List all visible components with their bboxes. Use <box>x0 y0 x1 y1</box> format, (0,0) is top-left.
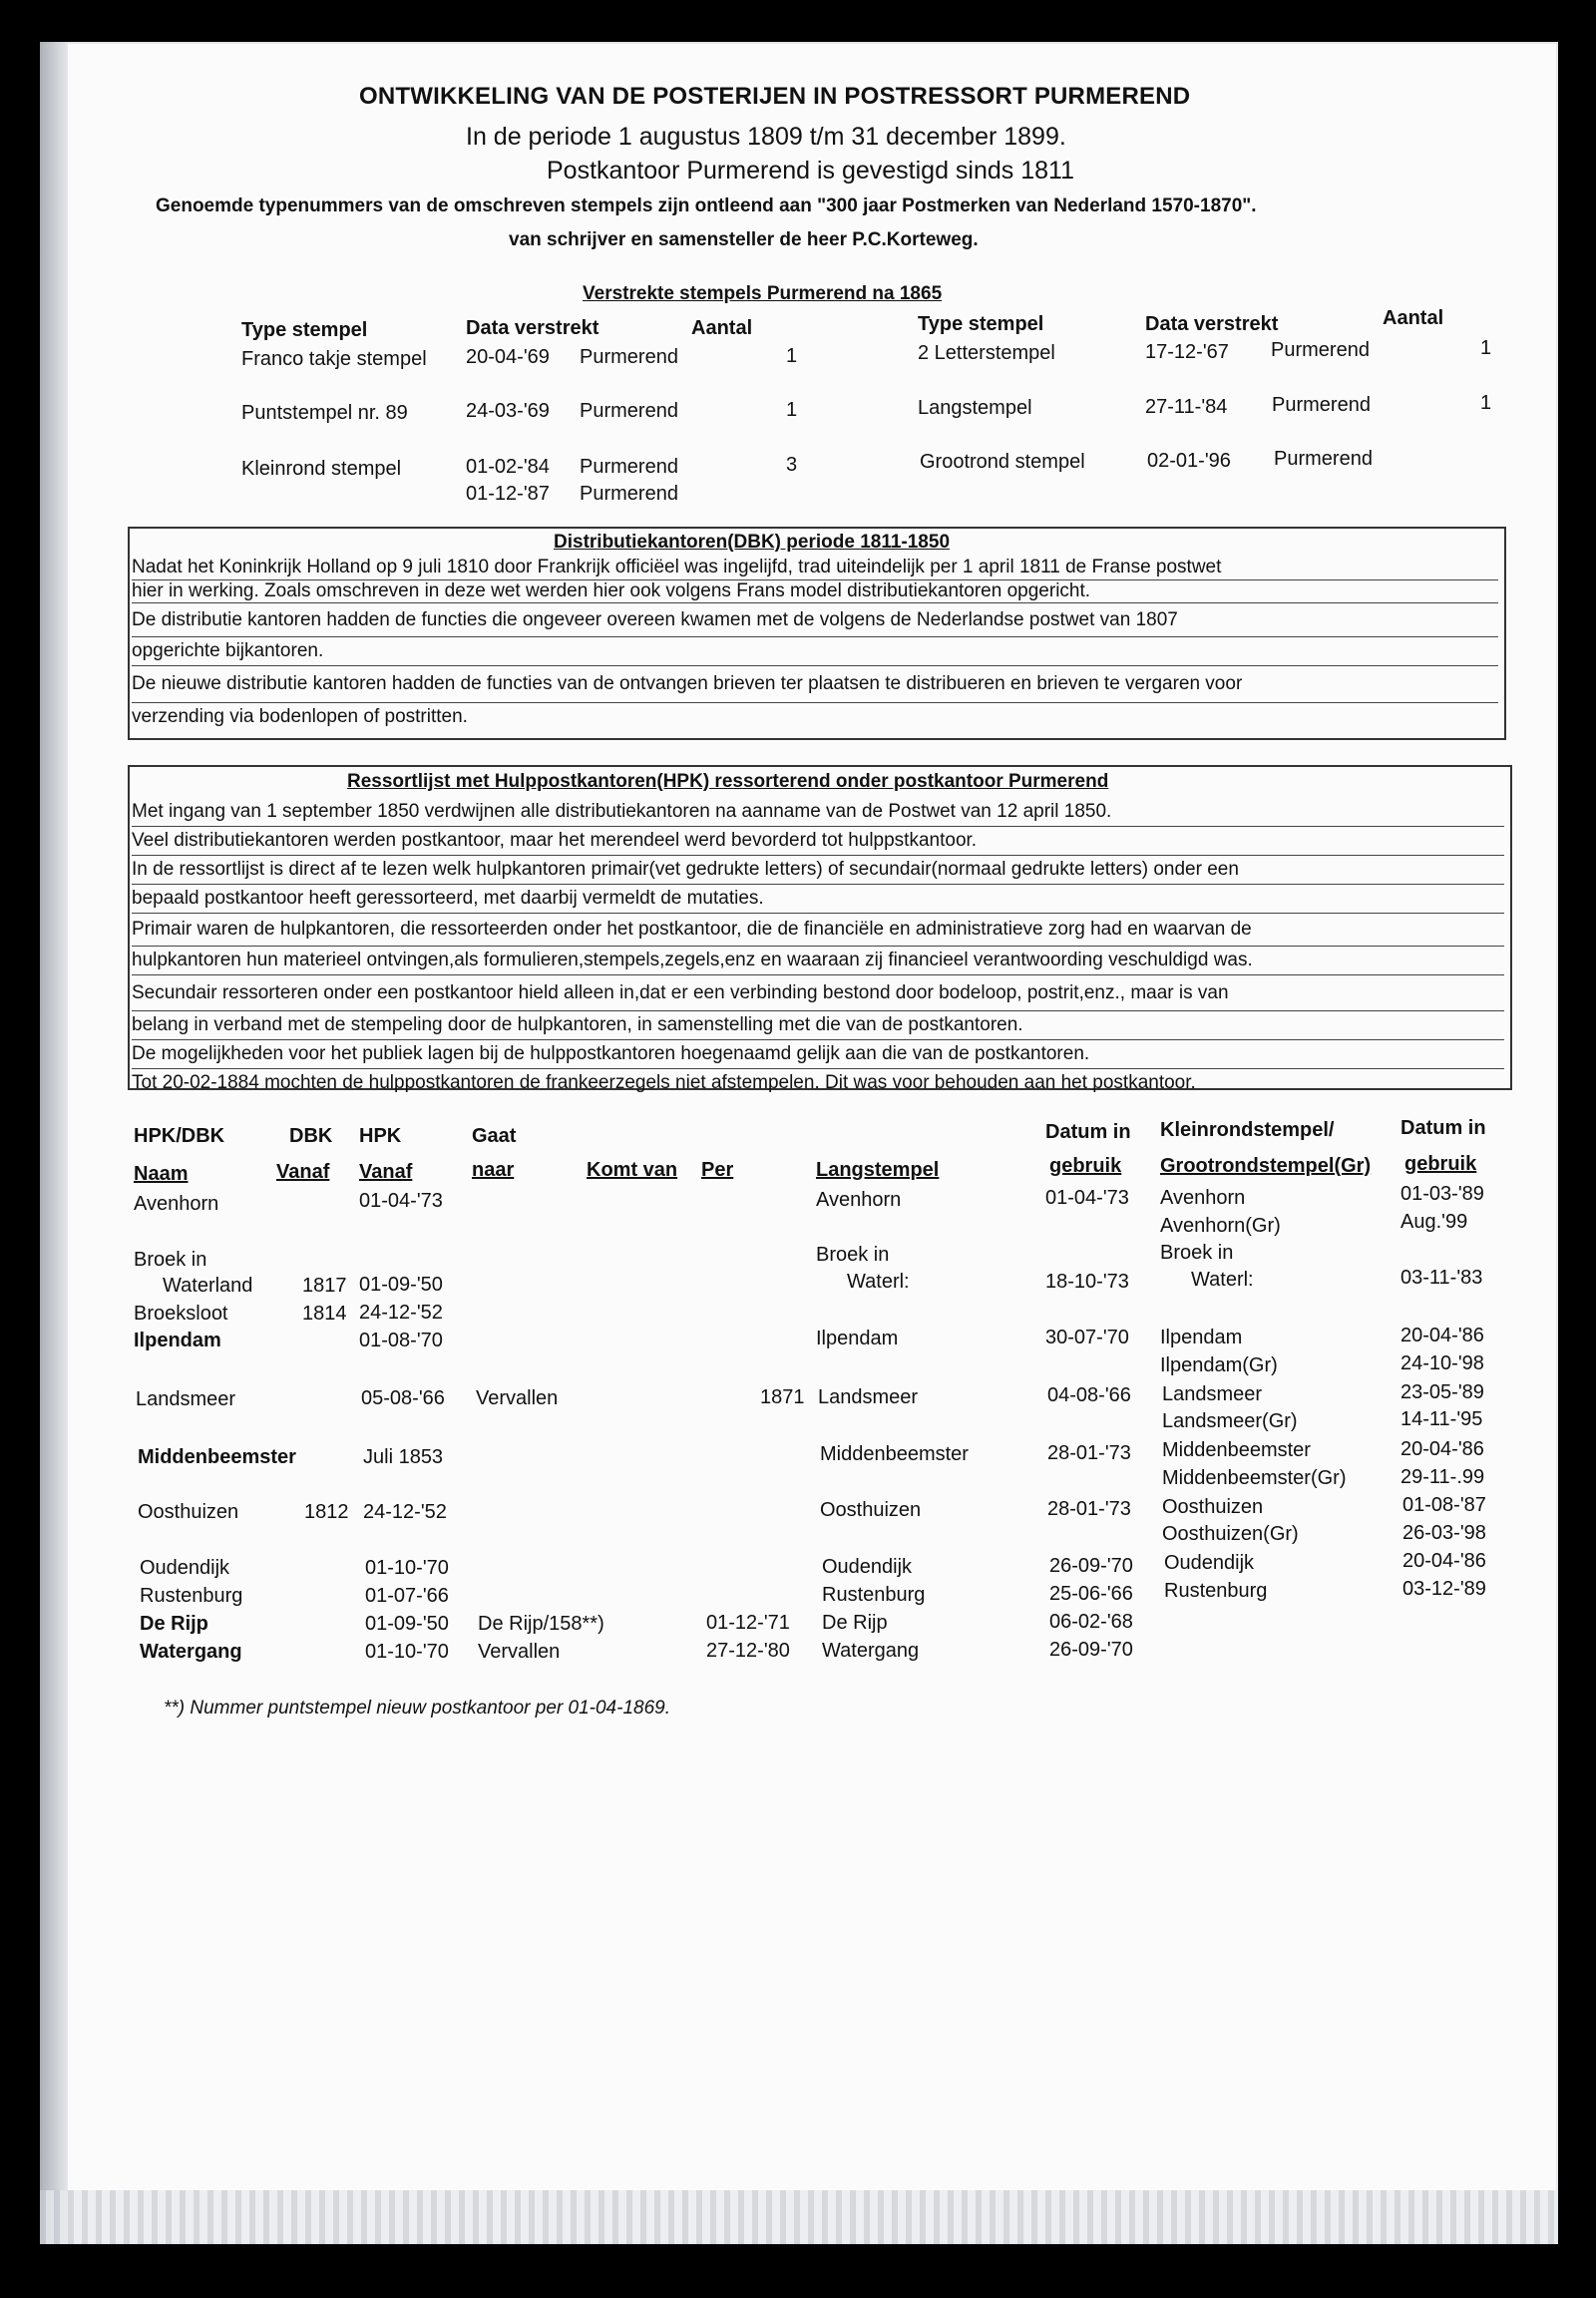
dbk-line: hier in werking. Zoals omschreven in deze wet werden hier ook volgens Frans model distributiekantoren opgericht. <box>132 580 1498 604</box>
th-gaat: Gaat <box>472 1125 517 1147</box>
stamp-date: 01-02-'84 <box>466 456 550 478</box>
cell-hpk: 01-09-'50 <box>365 1613 449 1635</box>
stamps-col-date-right: Data verstrekt <box>1145 313 1279 335</box>
cell-kdate: 01-03-'89 <box>1400 1183 1484 1205</box>
cell-ldate: 01-04-'73 <box>1045 1187 1129 1209</box>
stamps-col-count: Aantal <box>691 317 753 339</box>
hpk-line: hulpkantoren hun materieel ontvingen,als formulieren,stempels,zegels,enz en waaraan zij financieel verantwoording veschuldigd was. <box>132 947 1504 975</box>
hpk-line: belang in verband met de stempeling door de hulpkantoren, in samenstelling met die van de postkantoren. <box>132 1011 1504 1040</box>
cell-gdate: Aug.'99 <box>1400 1211 1468 1233</box>
hpk-line: Met ingang van 1 september 1850 verdwijnen alle distributiekantoren na aanname van de Postwet van 12 april 1850. <box>132 798 1504 827</box>
cell-klein: Middenbeemster <box>1162 1439 1311 1461</box>
cell-hpk: 05-08-'66 <box>361 1387 445 1409</box>
cell-ldate: 25-06-'66 <box>1049 1583 1133 1605</box>
stamp-type: 2 Letterstempel <box>918 342 1055 364</box>
stamp-place: Purmerend <box>580 456 678 478</box>
stamp-count: 1 <box>786 399 798 421</box>
cell-ldate: 26-09-'70 <box>1049 1639 1133 1661</box>
cell-naam: Oosthuizen <box>138 1501 239 1523</box>
cell-lang: Ilpendam <box>816 1328 899 1349</box>
cell-naam: Watergang <box>140 1641 242 1663</box>
dbk-line: opgerichte bijkantoren. <box>132 637 1498 666</box>
sleeve-bottom-edge <box>40 2190 1558 2244</box>
cell-lang: Avenhorn <box>816 1189 902 1211</box>
hpk-line: Secundair ressorteren onder een postkantoor hield alleen in,dat er een verbinding bestond door bodeloop, postrit,enz., maar is van <box>132 975 1504 1011</box>
stamps-col-count-right: Aantal <box>1383 307 1444 329</box>
cell-dbk: 1817 <box>302 1275 347 1297</box>
cell-lang: Landsmeer <box>818 1386 919 1408</box>
stamp-date: 02-01-'96 <box>1147 450 1231 472</box>
cell-kdate: 23-05-'89 <box>1400 1381 1484 1403</box>
stamp-count: 1 <box>1480 392 1492 414</box>
sleeve-edge <box>40 42 68 2244</box>
cell-hpk: 24-12-'52 <box>359 1302 443 1324</box>
cell-naam: Middenbeemster <box>138 1446 296 1468</box>
stamp-count: 3 <box>786 454 798 476</box>
stamps-col-type-right: Type stempel <box>918 313 1044 335</box>
cell-naam-cont: Waterland <box>163 1275 253 1297</box>
cell-gaat: De Rijp/158**) <box>478 1613 604 1635</box>
page-author: van schrijver en samensteller de heer P.C.Korteweg. <box>509 229 979 250</box>
cell-lang-cont: Waterl: <box>847 1271 910 1293</box>
cell-ldate: 06-02-'68 <box>1049 1611 1133 1633</box>
cell-kdate: 03-12-'89 <box>1402 1578 1486 1600</box>
th-kleinrond: Kleinrondstempel/ <box>1160 1119 1335 1141</box>
th-naam: Naam <box>134 1163 189 1185</box>
cell-hpk: 01-08-'70 <box>359 1330 443 1351</box>
th-hpkdbk: HPK/DBK <box>134 1125 225 1147</box>
cell-gdate: 24-10-'98 <box>1400 1352 1484 1374</box>
stamp-type: Kleinrond stempel <box>241 458 402 480</box>
cell-ldate: 04-08-'66 <box>1047 1384 1131 1406</box>
stamp-type: Grootrond stempel <box>920 451 1085 473</box>
cell-groot: Oosthuizen(Gr) <box>1162 1523 1299 1545</box>
cell-groot: Middenbeemster(Gr) <box>1162 1467 1347 1489</box>
cell-komt: 27-12-'80 <box>706 1640 790 1662</box>
th-hpk: HPK <box>359 1125 402 1147</box>
cell-groot: Ilpendam(Gr) <box>1160 1354 1278 1376</box>
cell-naam: Rustenburg <box>140 1585 243 1607</box>
page-period: In de periode 1 augustus 1809 t/m 31 december 1899. <box>466 123 1066 151</box>
cell-naam: De Rijp <box>140 1613 208 1635</box>
cell-naam: Avenhorn <box>134 1193 219 1215</box>
cell-naam: Oudendijk <box>140 1557 230 1579</box>
cell-hpk: 24-12-'52 <box>363 1501 447 1523</box>
hpk-line: De mogelijkheden voor het publiek lagen bij de hulppostkantoren hoegenaamd gelijk aan die van de postkantoren. <box>132 1040 1504 1069</box>
stamp-place: Purmerend <box>580 483 678 505</box>
stamp-place: Purmerend <box>1274 448 1373 470</box>
dbk-text <box>132 557 1498 731</box>
hpk-heading: Ressortlijst met Hulppostkantoren(HPK) ressorterend onder postkantoor Purmerend <box>347 771 1109 792</box>
cell-naam: Landsmeer <box>136 1388 236 1410</box>
hpk-line: In de ressortlijst is direct af te lezen welk hulpkantoren primair(vet gedrukte letters) of secundair(normaal gedrukte letters) onder een <box>132 856 1504 885</box>
cell-dbk: 1812 <box>304 1501 349 1523</box>
stamp-date: 20-04-'69 <box>466 346 550 368</box>
cell-klein: Avenhorn <box>1160 1187 1246 1209</box>
cell-hpk: 01-04-'73 <box>359 1190 443 1212</box>
th-hpk-vanaf: Vanaf <box>359 1161 413 1183</box>
cell-gaat: Vervallen <box>478 1641 561 1663</box>
cell-ldate: 28-01-'73 <box>1047 1498 1131 1520</box>
cell-komt: 01-12-'71 <box>706 1612 790 1634</box>
cell-hpk: 01-10-'70 <box>365 1641 449 1663</box>
cell-ldate: 26-09-'70 <box>1049 1555 1133 1577</box>
th-naar: naar <box>472 1159 515 1181</box>
stamp-date: 27-11-'84 <box>1145 396 1228 418</box>
cell-lang: Rustenburg <box>822 1584 926 1606</box>
cell-naam: Ilpendam <box>134 1330 221 1351</box>
cell-groot: Landsmeer(Gr) <box>1162 1410 1298 1432</box>
th-per: Per <box>701 1159 734 1181</box>
hpk-text <box>132 798 1504 1097</box>
stamp-date: 24-03-'69 <box>466 400 550 422</box>
stamp-place: Purmerend <box>580 400 678 422</box>
stamp-type: Puntstempel nr. 89 <box>241 402 408 424</box>
th-gebruik: gebruik <box>1049 1155 1122 1177</box>
dbk-line: verzending via bodenlopen of postritten. <box>132 706 468 727</box>
page-office: Postkantoor Purmerend is gevestigd sinds 1811 <box>547 157 1075 185</box>
th-langstempel: Langstempel <box>816 1159 940 1181</box>
cell-naam: Broek in <box>134 1249 207 1271</box>
cell-klein: Rustenburg <box>1164 1580 1268 1602</box>
cell-gdate: 14-11-'95 <box>1400 1408 1483 1430</box>
cell-klein-cont: Waterl: <box>1191 1269 1254 1291</box>
stamp-type: Franco takje stempel <box>241 348 427 370</box>
cell-klein: Broek in <box>1160 1242 1234 1264</box>
cell-gaat: Vervallen <box>476 1387 559 1409</box>
cell-lang: Watergang <box>822 1640 920 1662</box>
th-datum: Datum in <box>1045 1121 1131 1143</box>
dbk-line: Nadat het Koninkrijk Holland op 9 juli 1810 door Frankrijk officiëel was ingelijfd, trad uiteindelijk per 1 april 1811 de Franse postwet <box>132 557 1498 580</box>
cell-groot: Avenhorn(Gr) <box>1160 1215 1281 1237</box>
cell-lang: Oosthuizen <box>820 1499 922 1521</box>
stamps-col-type: Type stempel <box>241 319 368 341</box>
cell-gdate: 26-03-'98 <box>1402 1522 1486 1544</box>
page-source: Genoemde typenummers van de omschreven stempels zijn ontleend aan "300 jaar Postmerken van Nederland 1570-1870". <box>156 195 1257 216</box>
cell-kdate: 20-04-'86 <box>1400 1325 1484 1346</box>
stamp-date: 01-12-'87 <box>466 483 550 505</box>
stamps-heading: Verstrekte stempels Purmerend na 1865 <box>583 283 943 304</box>
th-gebruik2: gebruik <box>1404 1153 1477 1175</box>
hpk-line: Primair waren de hulpkantoren, die ressorteerden onder het postkantoor, die de financiële en administratieve zorg had en waarvan de <box>132 914 1504 947</box>
stamp-type: Langstempel <box>918 397 1032 419</box>
cell-hpk: Juli 1853 <box>363 1446 444 1468</box>
stamp-place: Purmerend <box>1272 394 1371 416</box>
cell-ldate: 30-07-'70 <box>1045 1327 1129 1348</box>
cell-klein: Oudendijk <box>1164 1552 1255 1574</box>
cell-lang: Middenbeemster <box>820 1443 969 1465</box>
page-title: ONTWIKKELING VAN DE POSTERIJEN IN POSTRESSORT PURMEREND <box>359 83 1191 110</box>
th-dbk: DBK <box>289 1125 333 1147</box>
th-komt-van: Komt van <box>587 1159 678 1181</box>
stamp-date: 17-12-'67 <box>1145 341 1229 363</box>
cell-dbk: 1814 <box>302 1303 347 1325</box>
dbk-line: De nieuwe distributie kantoren hadden de functies van de ontvangen brieven ter plaatsen te distribueren en brieven te vergaren voor <box>132 666 1498 703</box>
stamps-col-date: Data verstrekt <box>466 317 599 339</box>
stamp-place: Purmerend <box>580 346 678 368</box>
cell-klein: Oosthuizen <box>1162 1496 1264 1518</box>
th-dbk-vanaf: Vanaf <box>276 1161 330 1183</box>
footnote: **) Nummer puntstempel nieuw postkantoor per 01-04-1869. <box>164 1698 670 1719</box>
cell-klein: Ilpendam <box>1160 1327 1243 1348</box>
cell-hpk: 01-10-'70 <box>365 1557 449 1579</box>
th-grootrond: Grootrondstempel(Gr) <box>1160 1155 1372 1177</box>
hpk-line: Tot 20-02-1884 mochten de hulppostkantoren de frankeerzegels niet afstempelen. Dit was voor behouden aan het postkantoor. <box>132 1072 1196 1093</box>
cell-kdate: 03-11-'83 <box>1400 1267 1483 1289</box>
cell-kdate: 01-08-'87 <box>1402 1494 1486 1516</box>
cell-lang: Broek in <box>816 1244 890 1266</box>
cell-kdate: 20-04-'86 <box>1400 1438 1484 1460</box>
hpk-line: Veel distributiekantoren werden postkantoor, maar het merendeel werd bevorderd tot hulppstkantoor. <box>132 827 1504 856</box>
cell-per: 1871 <box>760 1386 805 1408</box>
cell-hpk: 01-07-'66 <box>365 1585 449 1607</box>
stamp-count: 1 <box>786 345 798 367</box>
hpk-line: bepaald postkantoor heeft geressorteerd, met daarbij vermeldt de mutaties. <box>132 885 1504 914</box>
dbk-line: De distributie kantoren hadden de functies die ongeveer overeen kwamen met de volgens de Nederlandse postwet van 1807 <box>132 603 1498 637</box>
dbk-heading: Distributiekantoren(DBK) periode 1811-1850 <box>554 532 951 553</box>
cell-ldate: 28-01-'73 <box>1047 1442 1131 1464</box>
document-sheet <box>40 42 1558 2244</box>
cell-naam: Broeksloot <box>134 1303 228 1325</box>
cell-hpk: 01-09-'50 <box>359 1274 443 1296</box>
th-datum2: Datum in <box>1400 1117 1486 1139</box>
cell-klein: Landsmeer <box>1162 1383 1263 1405</box>
cell-lang: De Rijp <box>822 1612 888 1634</box>
cell-ldate: 18-10-'73 <box>1045 1271 1129 1293</box>
cell-kdate: 20-04-'86 <box>1402 1550 1486 1572</box>
cell-gdate: 29-11-.99 <box>1400 1466 1485 1488</box>
stamp-place: Purmerend <box>1271 339 1370 361</box>
cell-lang: Oudendijk <box>822 1556 913 1578</box>
stamp-count: 1 <box>1480 337 1492 359</box>
